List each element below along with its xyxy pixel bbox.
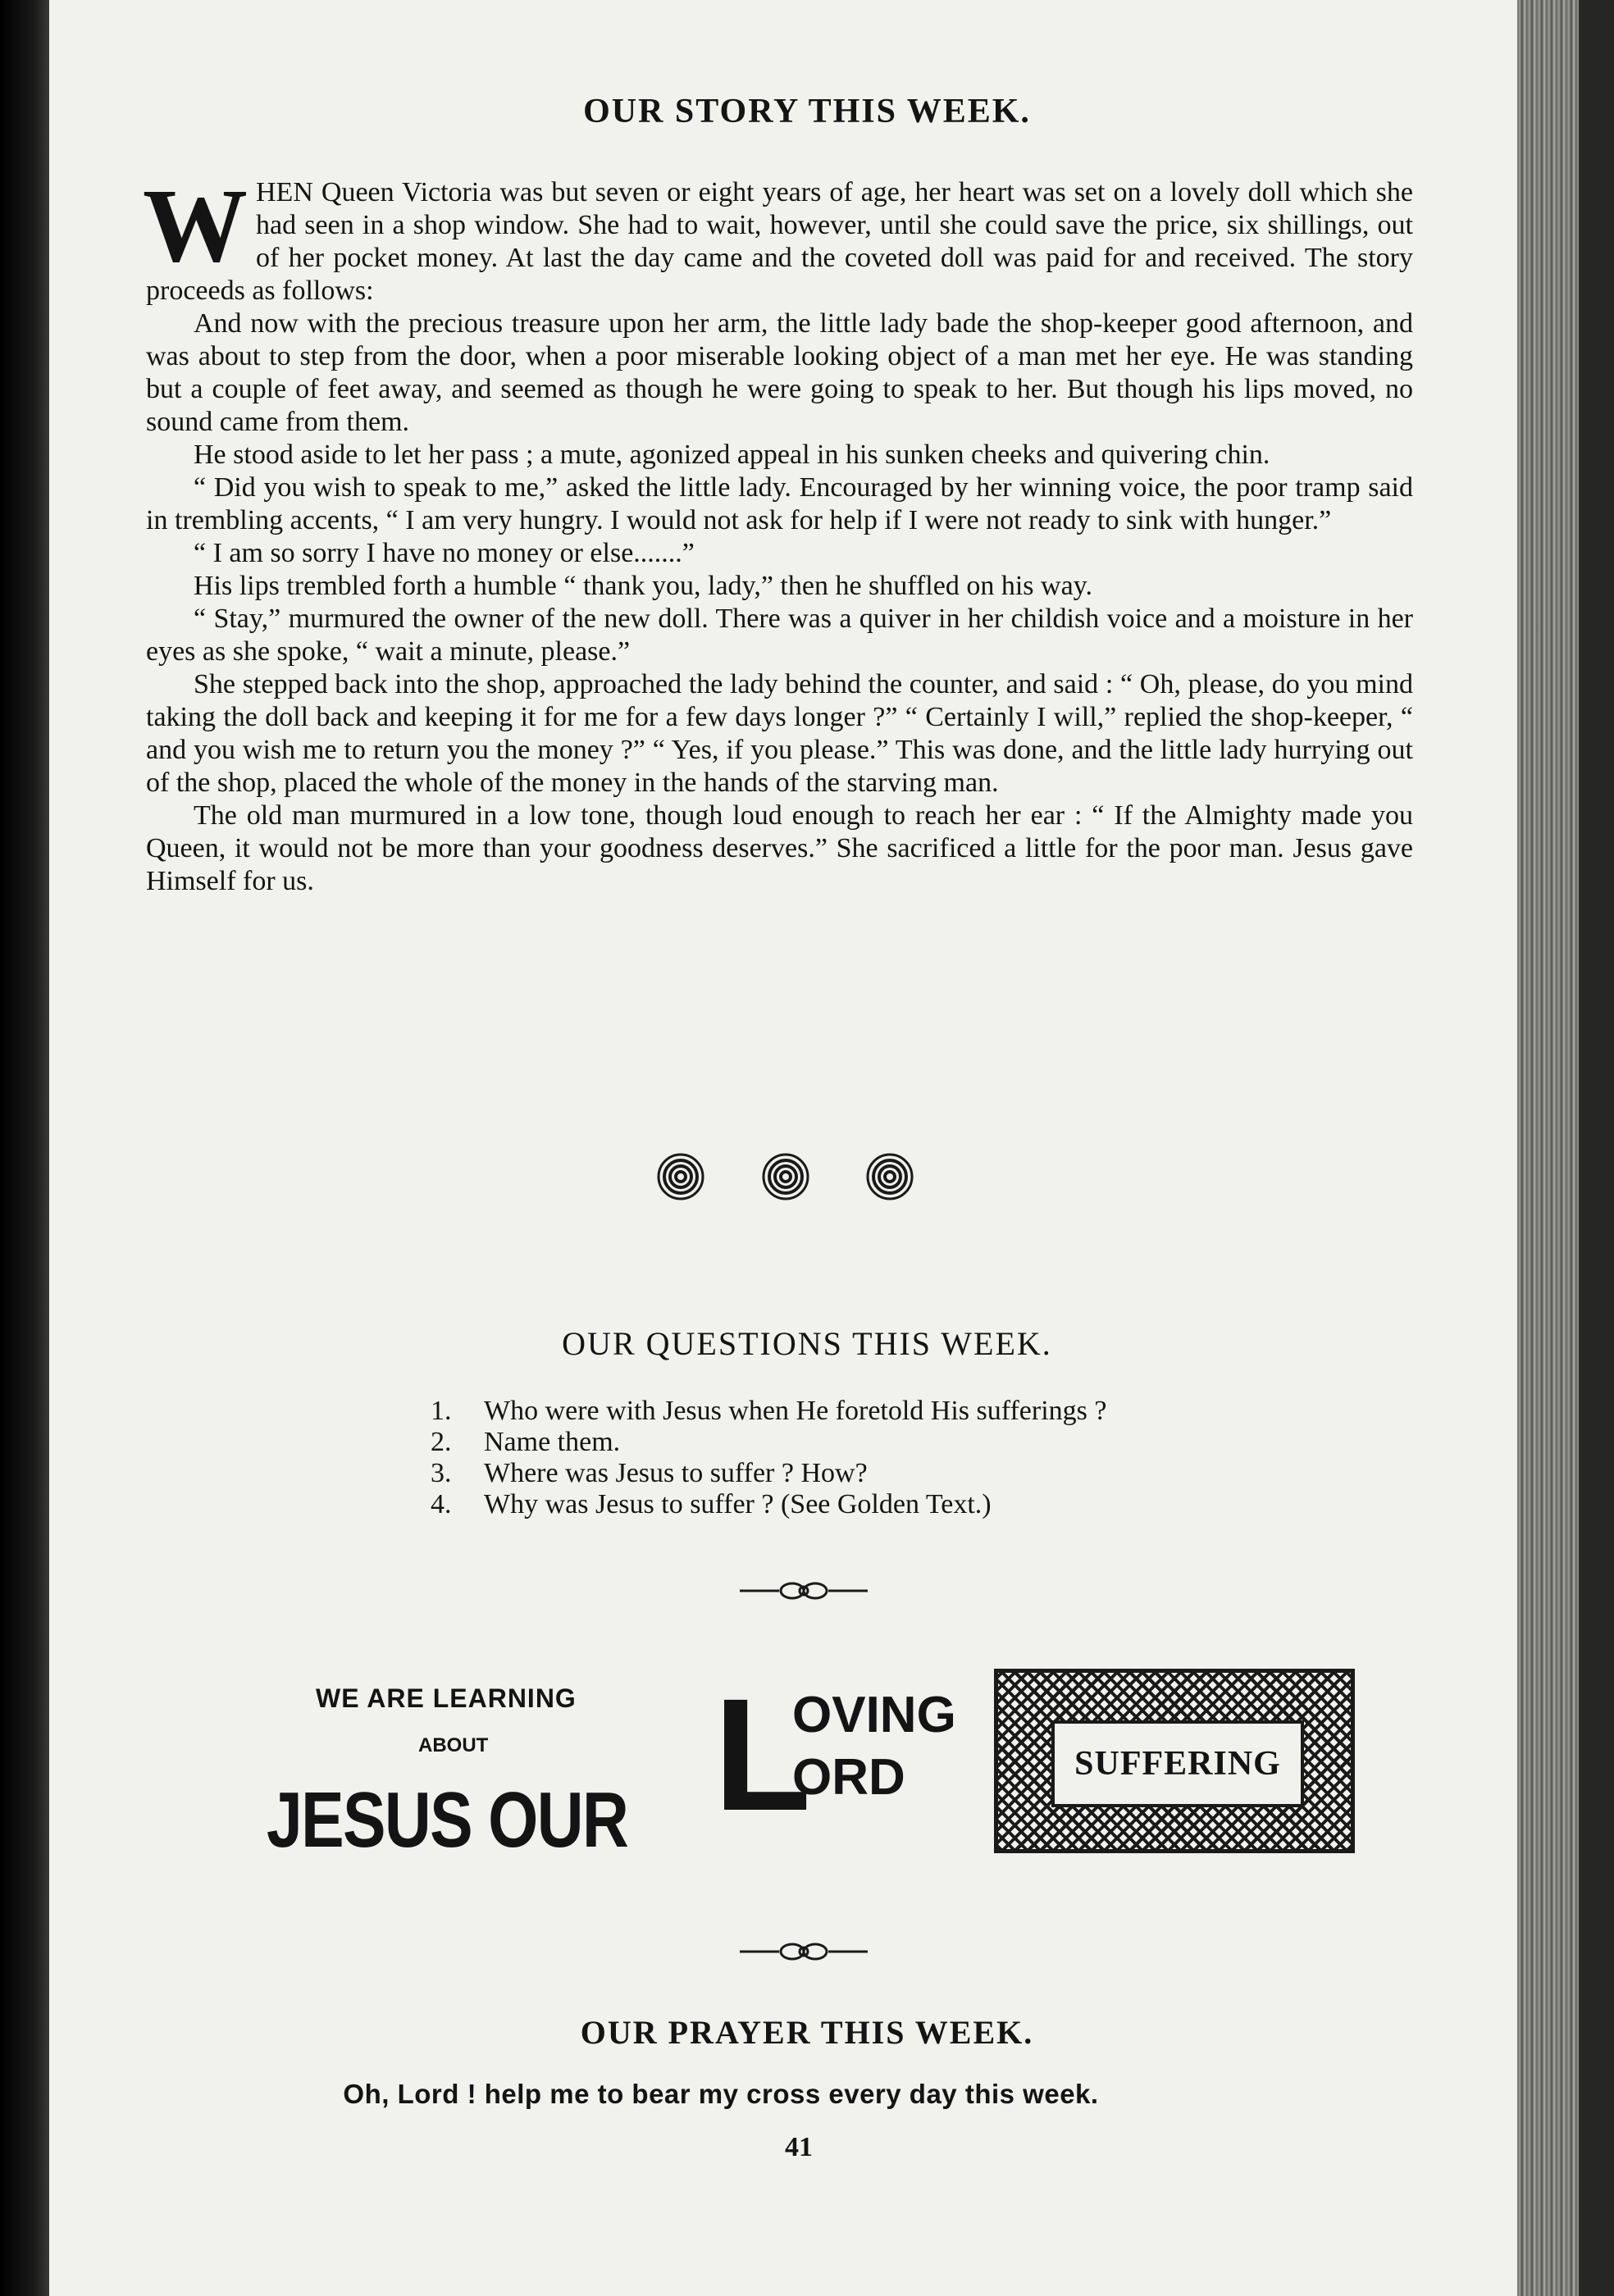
questions-list bbox=[431, 1396, 1415, 1520]
story-paragraph: WHEN Queen Victoria was but seven or eight years of age, her heart was set on a lovely doll which she had seen in a shop window. She had to wait, however, until she could save the price, six shillings, out of her pocket money. At last the day came and the coveted doll was paid for and received. The story proceeds as follows: bbox=[143, 167, 1413, 306]
story-heading: OUR STORY THIS WEEK. bbox=[583, 93, 1031, 130]
story-paragraph: And now with the precious treasure upon her arm, the little lady bade the shop-keeper good afternoon, and was about to step from the door, when a poor miserable looking object of a man met her eye. He was standing but a couple of feet away, and seemed as though he were going to speak to her. But though his lips moved, no sound came from them. bbox=[146, 308, 1413, 437]
story-paragraph: “ Did you wish to speak to me,” asked the little lady. Encouraged by her winning voice, the poor tramp said in trembling accents, “ I am very hungry. I would not ask for help if I were not ready to sink with hunger.” bbox=[146, 472, 1413, 535]
story-paragraph: She stepped back into the shop, approached the lady behind the counter, and said : “ Oh, please, do you mind taking the doll back and keeping it for me for a few days longer ?” “ Certainly I will,” replied the shop-keeper, “ and you wish me to return you the money ?” “ Yes, if you please.” This was done, and the little lady hurrying out of the shop, placed the whole of the money in the hands of the starving man. bbox=[146, 669, 1413, 798]
book-cover-edge bbox=[1579, 0, 1614, 2296]
swirl-ornaments bbox=[640, 1148, 919, 1205]
story-text bbox=[143, 167, 1413, 898]
suffering-ornate-frame bbox=[994, 1669, 1355, 1853]
jesus-our-title: JESUS OUR bbox=[267, 1776, 628, 1864]
page-number: 41 bbox=[785, 2132, 813, 2162]
question-item: 1. Who were with Jesus when He foretold His sufferings ? bbox=[431, 1396, 1107, 1426]
loving-lord-logo bbox=[714, 1665, 956, 1861]
learning-line-2: ABOUT bbox=[418, 1734, 489, 1756]
flourish-divider-icon bbox=[738, 1939, 869, 1964]
story-paragraph: The old man murmured in a low tone, though loud enough to reach her ear : “ If the Almighty made you Queen, it would not be more than your goodness deserves.” She sacrificed a little for the poor man. Jesus gave Himself for us. bbox=[146, 800, 1413, 896]
prayer-text: Oh, Lord ! help me to bear my cross every day this week. bbox=[343, 2079, 1099, 2109]
lord-text: ORD bbox=[792, 1749, 905, 1806]
prayer-heading: OUR PRAYER THIS WEEK. bbox=[580, 2014, 1034, 2051]
swirl-icon bbox=[868, 1155, 912, 1199]
scan-left-border bbox=[0, 0, 49, 2296]
swirl-icon bbox=[659, 1155, 703, 1199]
question-item: 3. Where was Jesus to suffer ? How? bbox=[431, 1458, 868, 1488]
loving-text: OVING bbox=[792, 1687, 956, 1743]
story-paragraph: His lips trembled forth a humble “ thank you, lady,” then he shuffled on his way. bbox=[194, 571, 1092, 601]
story-paragraph: “ I am so sorry I have no money or else.......” bbox=[194, 538, 695, 568]
questions-heading: OUR QUESTIONS THIS WEEK. bbox=[562, 1325, 1052, 1362]
first-word-rest: HEN bbox=[256, 177, 313, 207]
big-letter-l: L bbox=[714, 1665, 812, 1844]
drop-cap: W bbox=[143, 167, 248, 284]
question-item: 4. Why was Jesus to suffer ? (See Golden Text.) bbox=[431, 1489, 992, 1519]
flourish-divider-icon bbox=[738, 1578, 869, 1603]
suffering-label: SUFFERING bbox=[1051, 1720, 1304, 1807]
learning-line-1: WE ARE LEARNING bbox=[316, 1683, 577, 1713]
question-item: 2. Name them. bbox=[431, 1427, 621, 1457]
story-paragraph: “ Stay,” murmured the owner of the new doll. There was a quiver in her childish voice and a moisture in her eyes as she spoke, “ wait a minute, please.” bbox=[146, 604, 1413, 667]
swirl-icon bbox=[764, 1155, 808, 1199]
story-paragraph: He stood aside to let her pass ; a mute, agonized appeal in his sunken cheeks and quivering chin. bbox=[194, 440, 1270, 470]
